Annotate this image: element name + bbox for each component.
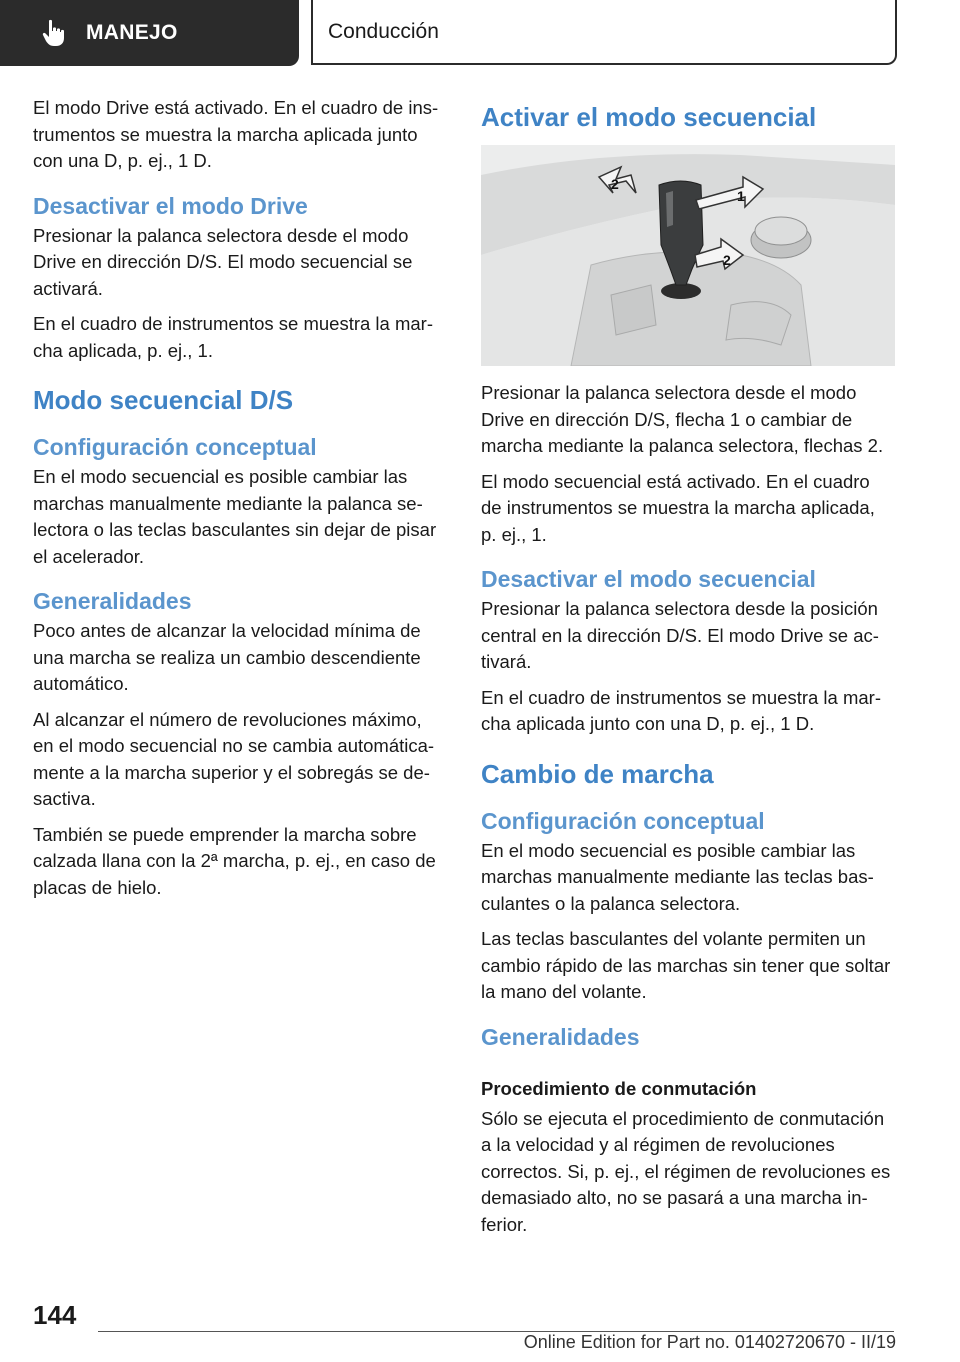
paragraph: En el cuadro de instrumentos se muestra la marcha aplicada, p. ej., 1. — [33, 313, 433, 361]
section-tab — [311, 0, 897, 65]
left-column — [33, 95, 447, 910]
arrow-label-2-bottom: 2 — [723, 252, 731, 268]
paragraph: Sólo se ejecuta el procedimiento de conmutación a la velocidad y al régimen de revoluciones correctos. Si, p. ej., el régimen de revoluciones es demasiado alto, no se pasará a una marcha inferior. — [481, 1107, 891, 1235]
paragraph: Poco antes de alcanzar la velocidad mínima de una marcha se realiza un cambio descendiente automático. — [33, 620, 421, 694]
heading-gear-change: Cambio de marcha — [481, 758, 714, 789]
heading-general: Generalidades — [481, 1023, 640, 1050]
paragraph: En el modo secuencial es posible cambiar las marchas manualmente mediante las teclas basculantes o la palanca selectora. — [481, 839, 874, 914]
arrow-label-2-top: 2 — [611, 176, 619, 192]
paragraph: Al alcanzar el número de revoluciones máximo, en el modo secuencial no se cambia automáticamente a la marcha superior y el sobregás se desactiva. — [33, 708, 435, 809]
footer-edition: Online Edition for Part no. 01402720670 - II/19 — [523, 1332, 896, 1352]
paragraph: En el cuadro de instrumentos se muestra la marcha aplicada junto con una D, p. ej., 1 D. — [481, 686, 881, 734]
page-number: 144 — [33, 1300, 77, 1330]
gear-selector-illustration — [481, 145, 895, 366]
paragraph: En el modo secuencial es posible cambiar las marchas manualmente mediante la palanca selectora o las teclas basculantes sin dejar de pisar el acelerador. — [33, 466, 437, 567]
chapter-tab — [0, 0, 299, 66]
gear-selector-drawing — [481, 145, 895, 366]
paragraph: El modo Drive está activado. En el cuadro de instrumentos se muestra la marcha aplicada junto con una D, p. ej., 1 D. — [33, 97, 439, 171]
heading-concept: Configuración conceptual — [481, 807, 765, 834]
paragraph: Presionar la palanca selectora desde la posición central en la dirección D/S. El modo Drive se activará. — [481, 598, 879, 672]
pointing-hand-icon — [40, 18, 70, 48]
section-title: Conducción — [328, 19, 439, 43]
heading-deactivate-sequential: Desactivar el modo secuencial — [481, 566, 816, 592]
heading-activate-sequential: Activar el modo secuencial — [481, 102, 817, 132]
heading-concept: Configuración conceptual — [33, 434, 317, 460]
paragraph: También se puede emprender la marcha sobre calzada llana con la 2ª marcha, p. ej., en caso de placas de hielo. — [33, 823, 436, 898]
paragraph: Presionar la palanca selectora desde el modo Drive en dirección D/S, flecha 1 o cambiar de marcha mediante la palanca selectora, flechas 2. — [481, 382, 884, 456]
right-column — [481, 95, 895, 1247]
heading-deactivate-drive: Desactivar el modo Drive — [33, 192, 308, 219]
heading-sequential-mode: Modo secuencial D/S — [33, 385, 294, 415]
arrow-label-1: 1 — [737, 188, 745, 204]
paragraph: El modo secuencial está activado. En el cuadro de instrumentos se muestra la marcha aplicada, p. ej., 1. — [481, 470, 875, 545]
paragraph: Las teclas basculantes del volante permiten un cambio rápido de las marchas sin tener que soltar la mano del volante. — [481, 928, 891, 1002]
heading-switching-procedure: Procedimiento de conmutación — [481, 1077, 757, 1099]
heading-general: Generalidades — [33, 588, 192, 614]
paragraph: Presionar la palanca selectora desde el modo Drive en dirección D/S. El modo secuencial se activará. — [33, 224, 413, 299]
chapter-title: MANEJO — [86, 21, 178, 44]
